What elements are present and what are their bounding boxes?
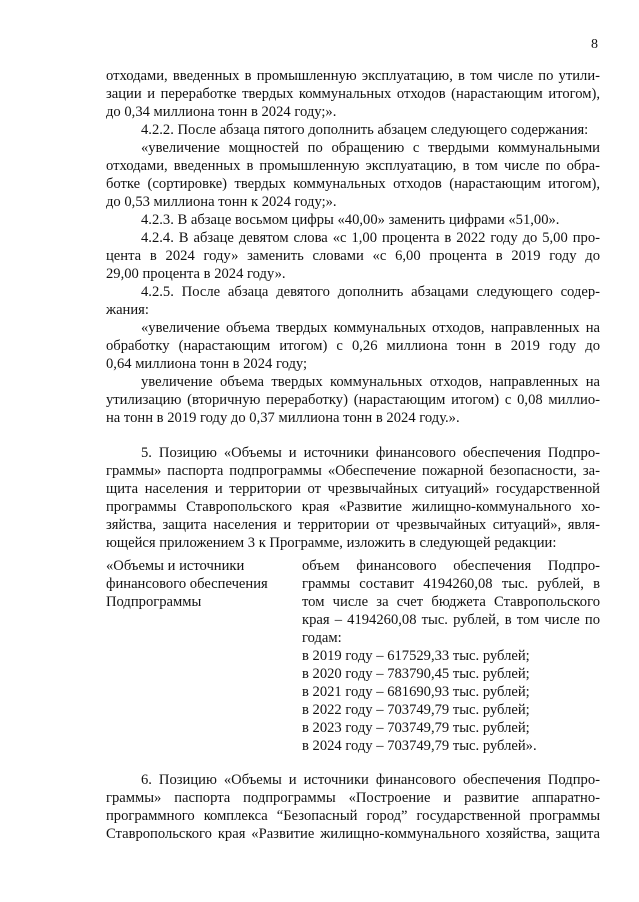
text-line: щита населения и территории от чрезвычайных ситуаций» государственной (106, 481, 600, 497)
text-line: увеличение объема твердых коммунальных отходов, направленных на (141, 374, 600, 390)
table-value: граммы составит 4194260,08 тыс. рублей, в (302, 576, 600, 592)
text-line: ющейся приложением 3 к Программе, изложить в следующей редакции: (106, 535, 557, 551)
table-value: том числе за счет бюджета Ставропольского (302, 594, 600, 610)
table-label: финансового обеспечения (106, 576, 268, 592)
table-value: в 2019 году – 617529,33 тыс. рублей; (302, 648, 530, 664)
text-line: 4.2.4. В абзаце девятом слова «с 1,00 процента в 2022 году до 5,00 про- (141, 230, 600, 246)
text-line: обработку (нарастающим итогом) с 0,26 миллиона тонн в 2019 году до (106, 338, 600, 354)
text-line: на тонн в 2019 году до 0,37 миллиона тонн в 2024 году.». (106, 410, 460, 426)
text-line: «увеличение объема твердых коммунальных отходов, направленных на (141, 320, 600, 336)
text-line: жания: (106, 302, 149, 318)
text-line: 29,00 процента в 2024 году». (106, 266, 286, 282)
table-value: в 2020 году – 783790,45 тыс. рублей; (302, 666, 530, 682)
page-number: 8 (591, 37, 598, 52)
text-line: граммы» паспорта подпрограммы «Построение и развитие аппаратно- (106, 790, 600, 806)
text-line: утилизацию (вторичную переработку) (нарастающим итогом) с 0,08 миллио- (106, 392, 600, 408)
text-line: «увеличение мощностей по обращению с твердыми коммунальными (141, 140, 600, 156)
text-line: 4.2.2. После абзаца пятого дополнить абзацем следующего содержания: (141, 122, 589, 138)
text-line: цента в 2024 году» заменить словами «с 6,00 процента в 2019 году до (106, 248, 600, 264)
table-value: в 2021 году – 681690,93 тыс. рублей; (302, 684, 530, 700)
text-line: отходами, введенных в промышленную эксплуатацию, в том числе по обра- (106, 158, 600, 174)
text-line: 6. Позицию «Объемы и источники финансового обеспечения Подпро- (141, 772, 600, 788)
text-line: 0,64 миллиона тонн в 2024 году; (106, 356, 308, 372)
table-label: «Объемы и источники (106, 558, 245, 574)
text-line: зации и переработке твердых коммунальных отходов (нарастающим итогом), (106, 86, 600, 102)
text-line: 4.2.3. В абзаце восьмом цифры «40,00» заменить цифрами «51,00». (141, 212, 560, 228)
text-line: программного комплекса “Безопасный город” государственной программы (106, 808, 600, 824)
table-value: края – 4194260,08 тыс. рублей, в том числе по (302, 612, 600, 628)
text-line: Ставропольского края «Развитие жилищно-коммунального хозяйства, защита (106, 826, 600, 842)
text-line: до 0,53 миллиона тонн к 2024 году;». (106, 194, 337, 210)
text-line: ботке (сортировке) твердых коммунальных отходов (нарастающим итогом), (106, 176, 600, 192)
text-line: программы Ставропольского края «Развитие жилищно-коммунального хо- (106, 499, 600, 515)
text-line: 4.2.5. После абзаца девятого дополнить абзацами следующего содер- (141, 284, 600, 300)
text-line: отходами, введенных в промышленную эксплуатацию, в том числе по утили- (106, 68, 600, 84)
text-line: 5. Позицию «Объемы и источники финансового обеспечения Подпро- (141, 445, 600, 461)
text-line: граммы» паспорта подпрограммы «Обеспечение пожарной безопасности, за- (106, 463, 600, 479)
table-value: объем финансового обеспечения Подпро- (302, 558, 600, 574)
table-value: годам: (302, 630, 342, 646)
text-line: зяйства, защита населения и территории от чрезвычайных ситуаций», явля- (106, 517, 600, 533)
text-line: до 0,34 миллиона тонн в 2024 году;». (106, 104, 337, 120)
table-value: в 2022 году – 703749,79 тыс. рублей; (302, 702, 530, 718)
table-value: в 2023 году – 703749,79 тыс. рублей; (302, 720, 530, 736)
table-value: в 2024 году – 703749,79 тыс. рублей». (302, 738, 537, 754)
table-label: Подпрограммы (106, 594, 202, 610)
